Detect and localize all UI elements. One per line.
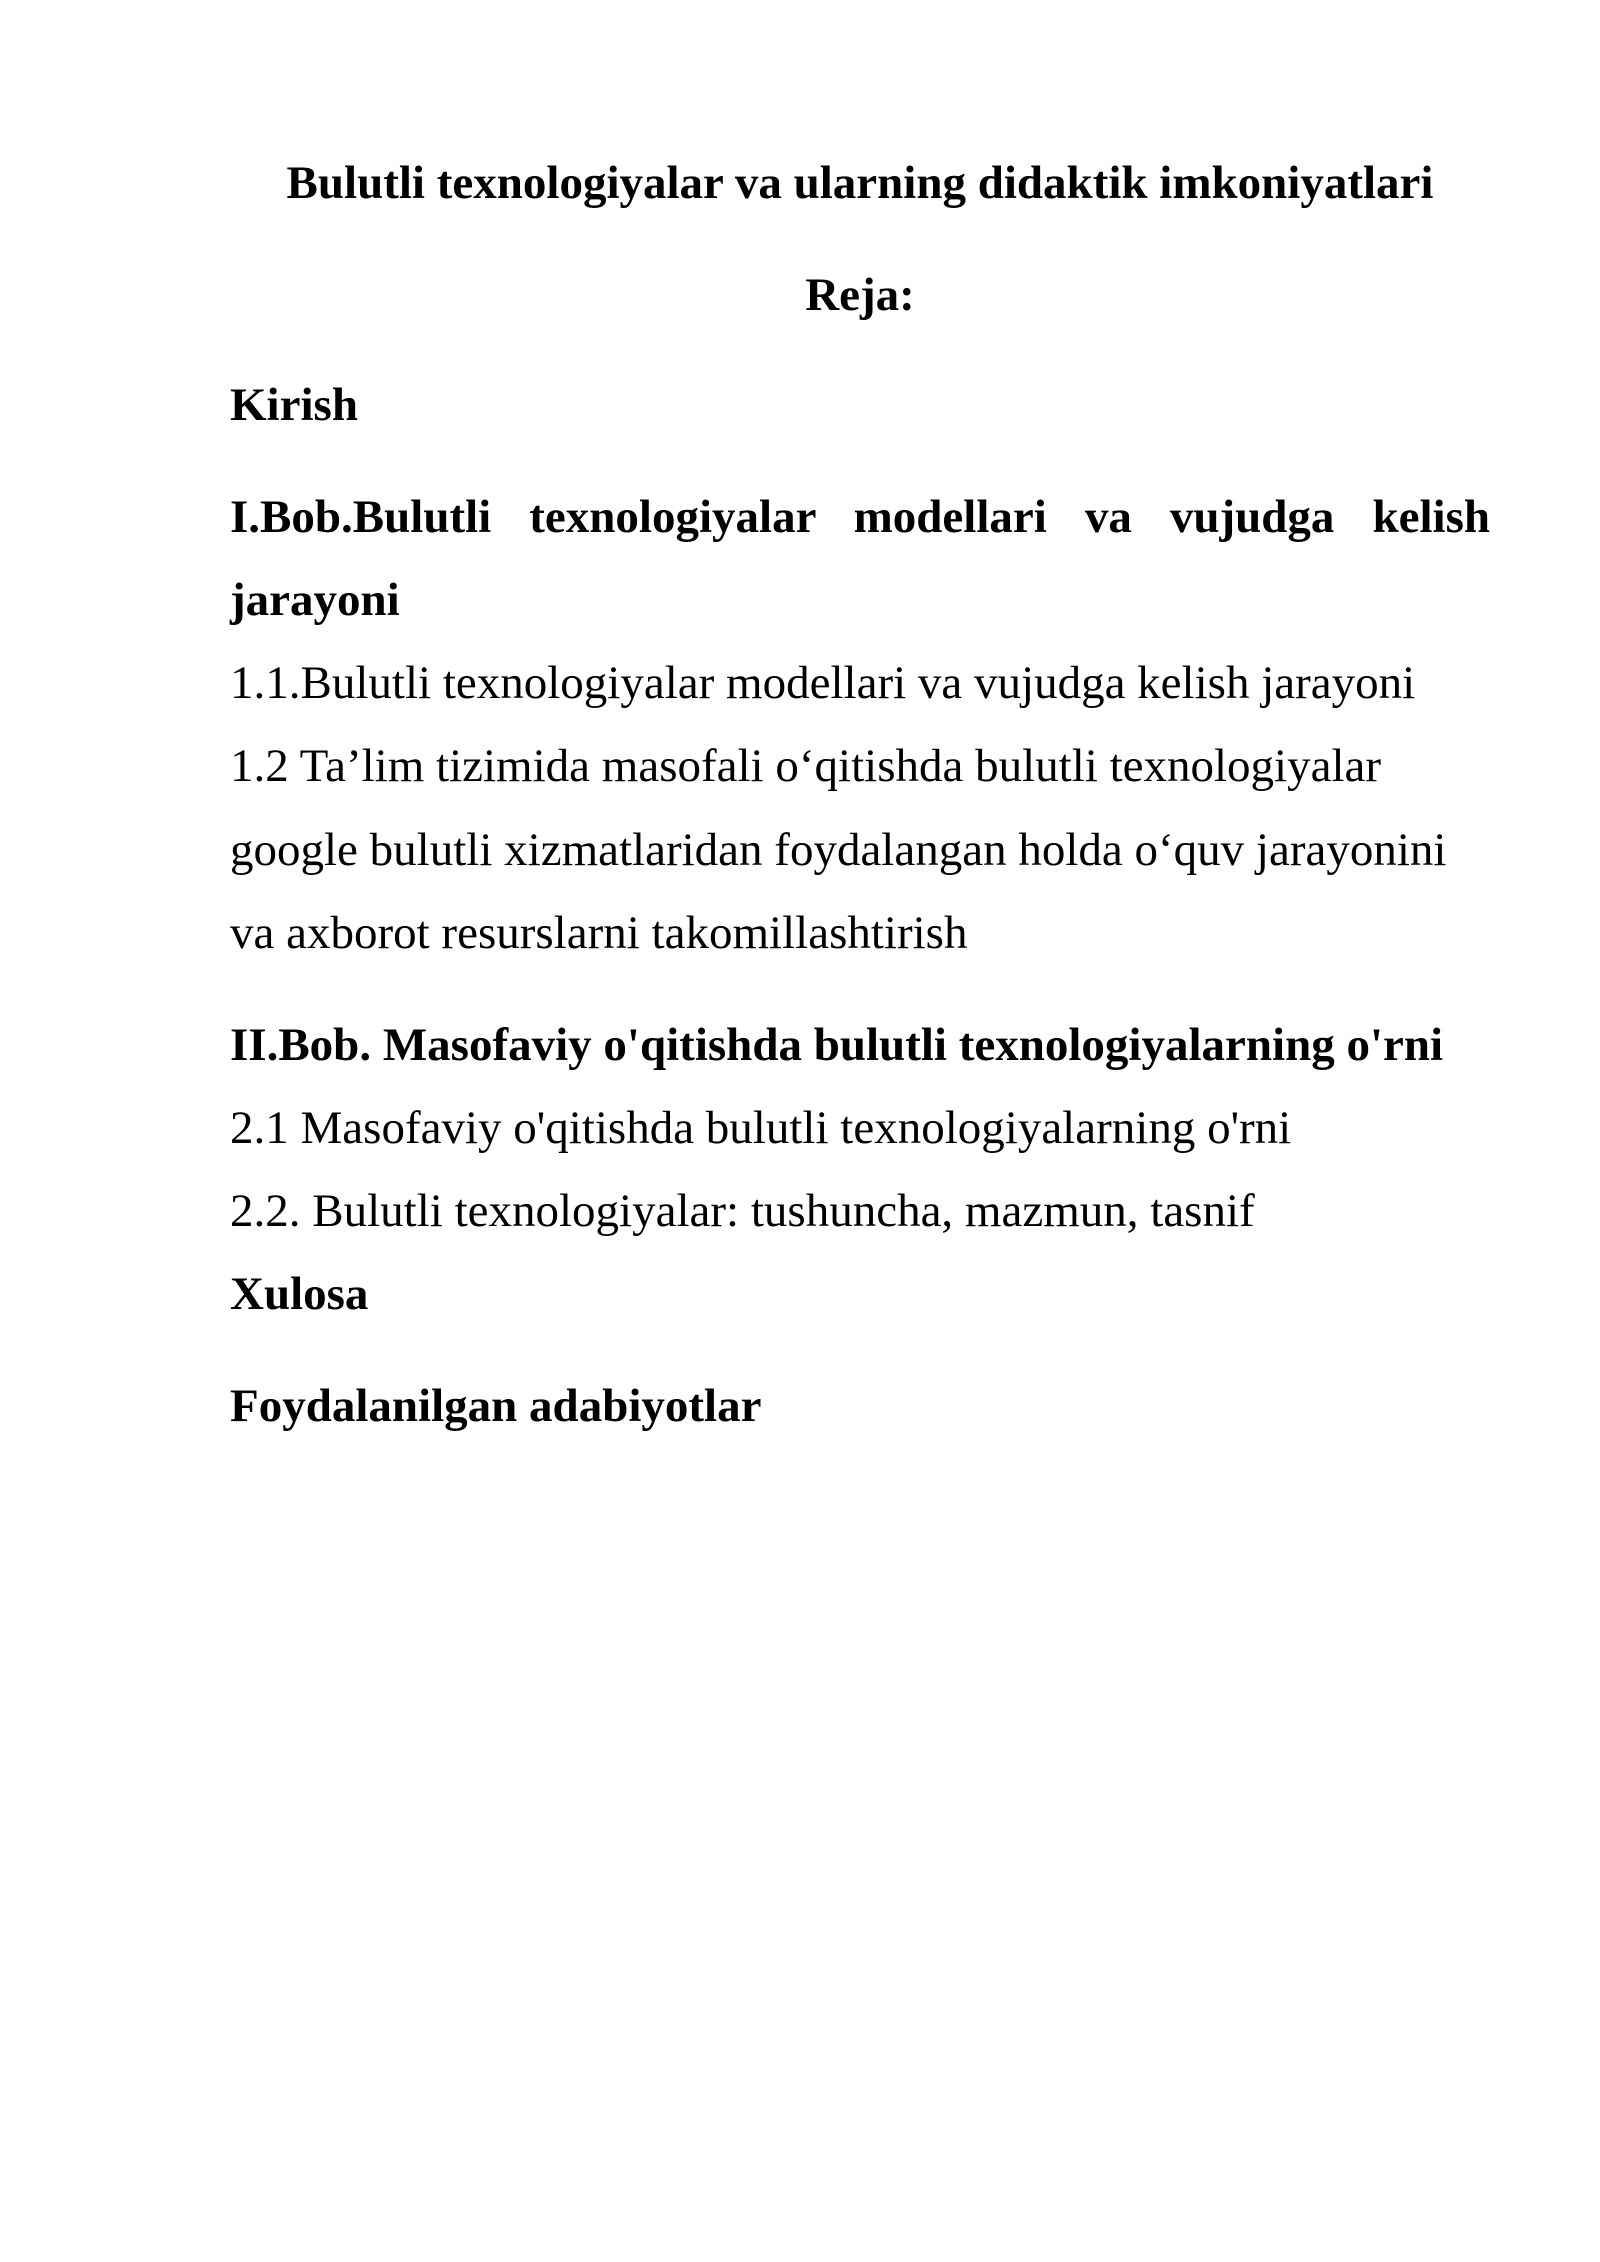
- chapter1-section2-line2: google bulutli xizmatlaridan foydalangan holda o‘quv jarayonini: [230, 824, 1447, 876]
- document-title: Bulutli texnologiyalar va ularning didaktik imkoniyatlari: [286, 157, 1434, 209]
- intro-heading: Kirish: [230, 379, 358, 431]
- references-heading: Foydalanilgan adabiyotlar: [230, 1380, 762, 1432]
- plan-heading: Reja:: [805, 269, 915, 321]
- chapter1-section2-line3: va axborot resurslarni takomillashtirish: [230, 907, 968, 959]
- chapter1-section2-line1: 1.2 Ta’lim tizimida masofali o‘qitishda bulutli texnologiyalar: [230, 740, 1382, 792]
- chapter2-section2: 2.2. Bulutli texnologiyalar: tushuncha, mazmun, tasnif: [230, 1185, 1255, 1237]
- chapter1-heading-line1: I.Bob.Bulutli texnologiyalar modellari va vujudga kelish: [230, 491, 1490, 543]
- conclusion-heading: Xulosa: [230, 1268, 369, 1320]
- chapter2-section1: 2.1 Masofaviy o'qitishda bulutli texnologiyalarning o'rni: [230, 1102, 1292, 1154]
- chapter1-section1: 1.1.Bulutli texnologiyalar modellari va vujudga kelish jarayoni: [230, 657, 1416, 709]
- chapter1-heading-line2: jarayoni: [230, 574, 400, 626]
- chapter2-heading: II.Bob. Masofaviy o'qitishda bulutli texnologiyalarning o'rni: [230, 1019, 1444, 1071]
